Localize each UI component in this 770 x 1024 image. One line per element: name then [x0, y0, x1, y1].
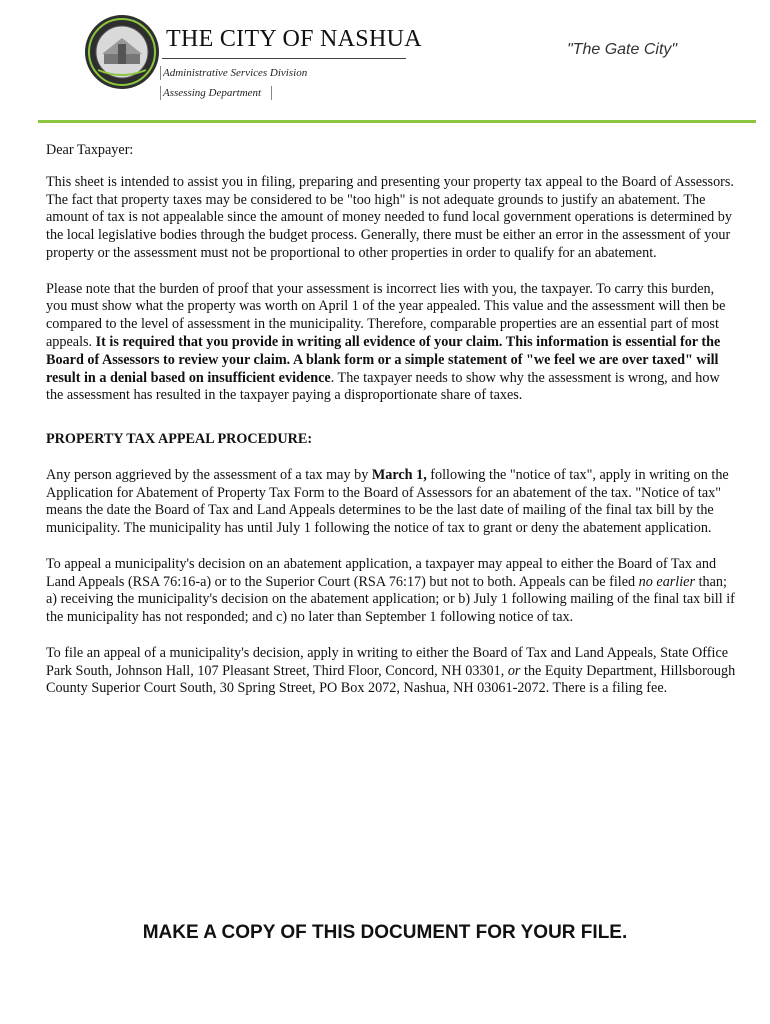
burden-text: Please note that the burden of proof that your assessment is incorrect lies with you, the taxpayer. To carry this burden, you must show what the property was worth on April 1 of the year appealed. This value and the assessment will then be compared to the level of assessment in the municipality. Therefore, comparable properties are an essential part of most appeals. — [46, 280, 726, 350]
city-title: THE CITY OF NASHUA — [166, 26, 422, 52]
appeal-text: To appeal a municipality's decision on an abatement application, a taxpayer may appeal to either the Board of Tax and Land Appeals (RSA 76:16-a) or to the Superior Court (RSA 76:17) but not to both. Appeals can be filed — [46, 555, 717, 590]
procedure-heading: PROPERTY TAX APPEAL PROCEDURE: — [46, 431, 313, 448]
application-text: Any person aggrieved by the assessment of a tax may by — [46, 466, 369, 483]
paragraph-filing-address — [46, 645, 736, 698]
city-motto: "The Gate City" — [567, 41, 678, 58]
application-details: following the "notice of tax", apply in writing on the Application for Abatement of Property Tax Form to the Board of Assessors for an abatement of the tax. "Notice of tax" means the date the Board of Tax and Land Appeals determines to be the last date of mailing of the final tax bill by the municipality. The municipality has until July 1 following the notice of tax to grant or deny the abatement application. — [46, 466, 729, 537]
letterhead — [0, 0, 770, 124]
paragraph-purpose: This sheet is intended to assist you in filing, preparing and presenting your property tax appeal to the Board of Assessors. The fact that property taxes may be considered to be "too high" is not adequate grounds to justify an abatement. The amount of tax is not appealable since the amount of money needed to fund local government operations is determined by the local legislative bodies through the budget process. Generally, there must be either an error in the assessment of your property or the assessment must not be proportional to other properties in order to qualify for an abatement. — [46, 173, 734, 261]
copy-reminder: MAKE A COPY OF THIS DOCUMENT FOR YOUR FILE. — [142, 922, 628, 943]
evidence-requirement: It is required that you provide in writing all evidence of your claim. This information is essential for the Board of Assessors to review your claim. A blank form or a simple statement of "we feel we are over taxed" will result in a denial based on insufficient evidence — [46, 333, 721, 386]
salutation: Dear Taxpayer: — [46, 142, 134, 158]
paragraph-appeal-options — [46, 556, 736, 627]
division-name: Administrative Services Division — [160, 66, 307, 80]
letter-body — [46, 142, 736, 716]
appeal-timing: than; a) receiving the municipality's decision on the abatement application; or b) July 1 following mailing of the final tax bill if the municipality has not responded; and c) no later than September 1 following notice of tax. — [46, 573, 735, 626]
no-earlier-emphasis: no earlier — [638, 573, 696, 590]
paragraph-burden-of-proof — [46, 281, 736, 406]
paragraph-abatement-application — [46, 467, 736, 538]
city-seal-icon — [84, 14, 160, 90]
department-name: Assessing Department — [160, 86, 272, 100]
title-underline — [162, 58, 406, 59]
burden-conclusion: . The taxpayer needs to show why the assessment is wrong, and how the assessment has resulted in the taxpayer paying a disproportionate share of taxes. — [46, 369, 720, 404]
deadline-date: March 1, — [371, 466, 427, 483]
header-divider — [38, 120, 756, 123]
filing-text: To file an appeal of a municipality's decision, apply in writing to either the Board of Tax and Land Appeals, State Office Park South, Johnson Hall, 107 Pleasant Street, Third Floor, Concord, NH 03301, — [46, 644, 729, 679]
filing-details: the Equity Department, Hillsborough County Superior Court South, 30 Spring Street, PO Box 2072, Nashua, NH 03061-2072. There is a filing fee. — [46, 662, 736, 697]
or-emphasis: or — [507, 662, 521, 679]
